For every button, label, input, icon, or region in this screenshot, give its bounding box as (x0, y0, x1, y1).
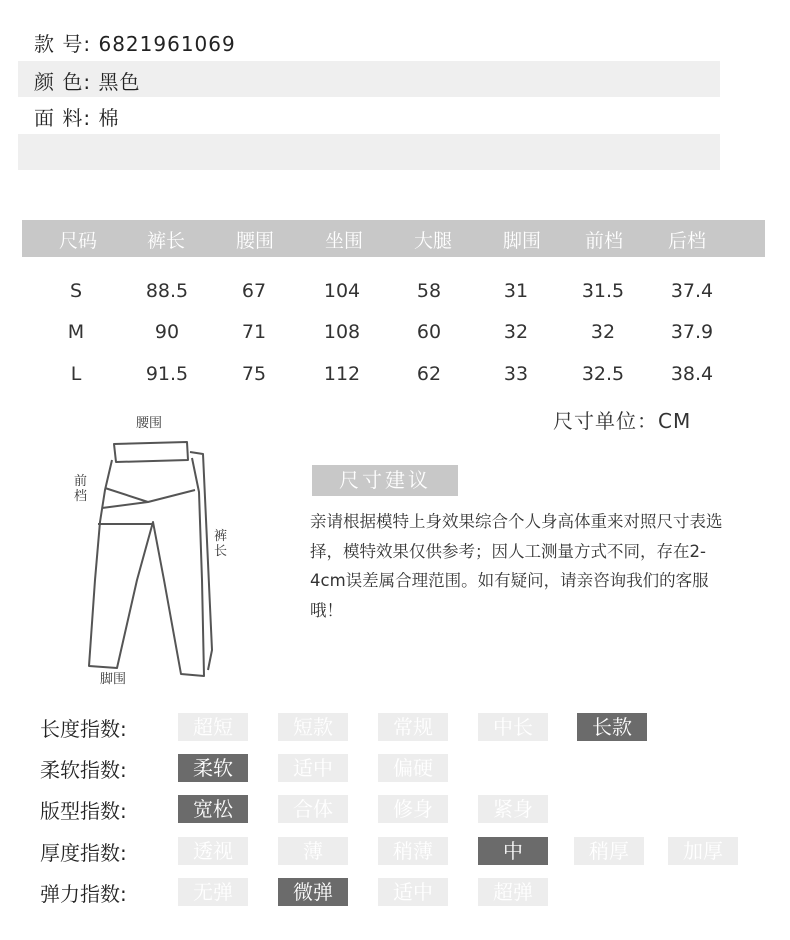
cell-length: 90 (154, 321, 180, 343)
cell-hem: 31 (503, 280, 529, 302)
index-label: 厚度指数: (40, 841, 127, 865)
option-chip: 稍厚 (574, 837, 644, 865)
info-row-fabric (18, 97, 720, 133)
cell-length: 91.5 (145, 363, 189, 385)
header-length: 裤长 (146, 230, 185, 252)
cell-size: S (69, 280, 83, 302)
option-chip: 薄 (278, 837, 348, 865)
index-label: 柔软指数: (40, 758, 127, 782)
option-chip: 偏硬 (378, 754, 448, 782)
cell-hem: 33 (503, 363, 529, 385)
option-chip: 中长 (478, 713, 548, 741)
option-chip: 紧身 (478, 795, 548, 823)
style-no-value: 6821961069 (98, 32, 236, 56)
size-table-header (22, 220, 765, 257)
cell-thigh: 60 (416, 321, 442, 343)
cell-front-rise: 32 (590, 321, 616, 343)
cell-length: 88.5 (145, 280, 189, 302)
option-chip-selected: 宽松 (178, 795, 248, 823)
option-chip: 稍薄 (378, 837, 448, 865)
cell-waist: 67 (241, 280, 267, 302)
cell-size: L (70, 363, 82, 385)
info-row-empty (18, 134, 720, 170)
cell-hem: 32 (503, 321, 529, 343)
option-chip: 常规 (378, 713, 448, 741)
header-back-rise: 后档 (667, 230, 706, 252)
color-value: 黑色 (98, 70, 141, 94)
color-label: 颜 色: (34, 70, 92, 94)
header-size: 尺码 (58, 230, 97, 252)
option-chip: 适中 (278, 754, 348, 782)
diagram-waist-label: 腰围 (136, 416, 163, 431)
cell-size: M (67, 321, 85, 343)
cell-hip: 104 (323, 280, 361, 302)
header-front-rise: 前档 (584, 230, 623, 252)
option-chip: 透视 (178, 837, 248, 865)
info-row-color (18, 61, 720, 97)
fabric-value: 棉 (98, 106, 120, 130)
size-unit: 尺寸单位：CM (553, 409, 692, 433)
style-no-label: 款 号: (34, 32, 92, 56)
cell-front-rise: 31.5 (581, 280, 625, 302)
cell-thigh: 58 (416, 280, 442, 302)
option-chip-selected: 微弹 (278, 878, 348, 906)
option-chip: 修身 (378, 795, 448, 823)
option-chip: 短款 (278, 713, 348, 741)
option-chip-selected: 中 (478, 837, 548, 865)
cell-waist: 71 (241, 321, 267, 343)
pants-diagram (60, 430, 230, 690)
option-chip-selected: 长款 (577, 713, 647, 741)
option-chip-selected: 柔软 (178, 754, 248, 782)
diagram-hem-label: 脚围 (100, 672, 127, 687)
cell-thigh: 62 (416, 363, 442, 385)
cell-front-rise: 32.5 (581, 363, 625, 385)
option-chip: 无弹 (178, 878, 248, 906)
cell-hip: 108 (323, 321, 361, 343)
header-hip: 坐围 (324, 230, 363, 252)
pants-outline-icon (89, 442, 212, 676)
diagram-length-label: 裤 长 (214, 529, 228, 559)
cell-back-rise: 37.9 (670, 321, 714, 343)
option-chip: 超短 (178, 713, 248, 741)
header-thigh: 大腿 (413, 230, 452, 252)
option-chip: 超弹 (478, 878, 548, 906)
index-label: 版型指数: (40, 799, 127, 823)
size-advice-title: 尺寸建议 (312, 465, 458, 496)
info-row-style-no (18, 23, 720, 59)
diagram-front-rise-label: 前 档 (74, 474, 88, 504)
header-waist: 腰围 (235, 230, 274, 252)
option-chip: 适中 (378, 878, 448, 906)
size-advice-text: 亲请根据模特上身效果综合个人身高体重来对照尺寸表选择，模特效果仅供参考；因人工测量方式不同，存在2-4cm误差属合理范围。如有疑问，请亲咨询我们的客服哦！ (310, 512, 723, 620)
index-label: 长度指数: (40, 717, 127, 741)
fabric-label: 面 料: (34, 106, 92, 130)
cell-hip: 112 (323, 363, 361, 385)
cell-back-rise: 38.4 (670, 363, 714, 385)
option-chip: 合体 (278, 795, 348, 823)
cell-back-rise: 37.4 (670, 280, 714, 302)
option-chip: 加厚 (668, 837, 738, 865)
index-label: 弹力指数: (40, 882, 127, 906)
header-hem: 脚围 (502, 230, 541, 252)
cell-waist: 75 (241, 363, 267, 385)
